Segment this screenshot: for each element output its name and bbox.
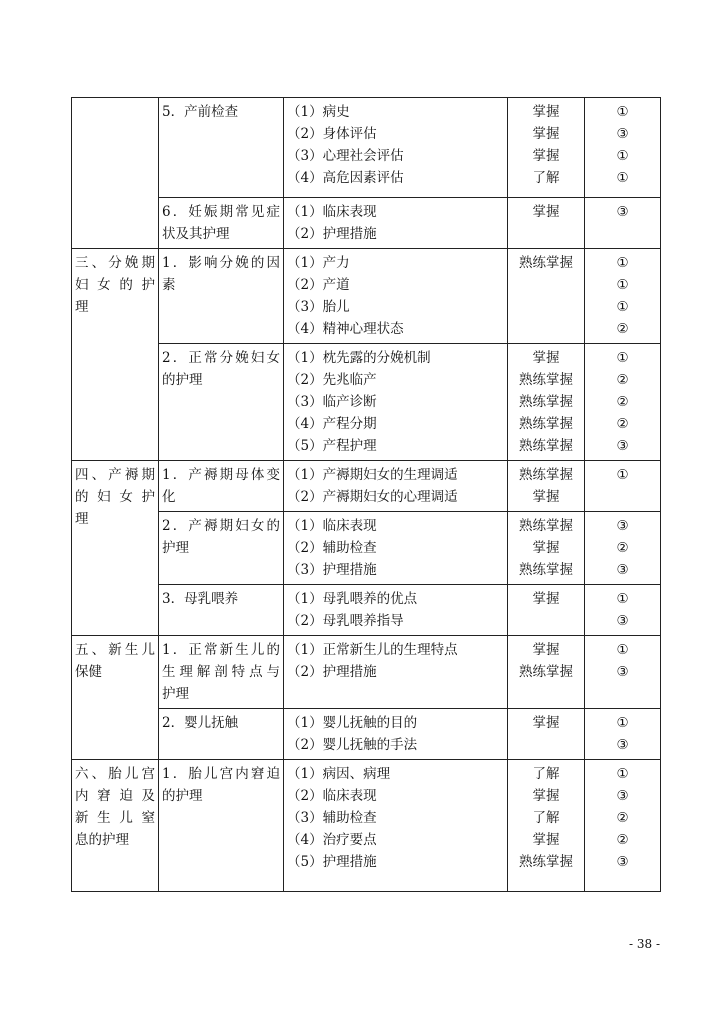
content-line: （1）母乳喂养的优点 [287,591,418,607]
level-line: ③ [616,126,629,142]
table-row [72,760,661,892]
content-line: （1）正常新生儿的生理特点 [287,642,458,658]
level-line: ③ [616,788,629,804]
syllabus-table-body [72,98,661,892]
level-line: ③ [616,562,629,578]
level-cell [585,344,661,461]
requirement-cell [508,636,585,709]
unit-line: 保健 [75,664,102,680]
unit-line: 六、胎儿宫 [75,766,155,782]
topic-cell [159,98,284,198]
content-line: （5）护理措施 [287,854,377,870]
requirement-line: 掌握 [532,104,560,120]
unit-line: 的妇女护 [75,489,155,505]
content-line: （2）产道 [287,277,350,293]
level-cell [585,585,661,636]
unit-cell [72,461,159,636]
level-line: ① [616,170,629,186]
topic-line: 3．母乳喂养 [162,591,239,607]
content-line: （2）护理措施 [287,664,377,680]
topic-line: 护理 [162,686,189,702]
level-line: ③ [616,664,629,680]
level-line: ① [616,148,629,164]
level-line: ③ [616,854,629,870]
level-line: ① [616,591,629,607]
topic-line: 1．正常新生儿的 [162,642,280,658]
level-line: ③ [616,737,629,753]
level-line: ① [616,467,629,483]
content-line: （2）先兆临产 [287,372,377,388]
topic-line: 1．影响分娩的因 [162,255,280,271]
syllabus-table [71,97,661,892]
unit-line: 五、新生儿 [75,642,155,658]
unit-cell [72,760,159,892]
level-line: ② [616,372,629,388]
unit-line: 妇女的护 [75,277,155,293]
topic-cell [159,461,284,512]
content-cell [284,636,508,709]
content-line: （2）母乳喂养指导 [287,613,404,629]
requirement-cell [508,760,585,892]
page-number: - 38 - [628,937,660,951]
content-line: （1）临床表现 [287,204,377,220]
topic-line: 2．产褥期妇女的 [162,518,280,534]
table-row [72,636,661,709]
topic-cell [159,249,284,344]
requirement-line: 熟练掌握 [519,562,573,578]
table-row [72,249,661,344]
requirement-line: 掌握 [532,642,560,658]
content-line: （3）临产诊断 [287,394,377,410]
topic-line: 化 [162,489,176,505]
unit-line: 理 [75,511,89,527]
content-line: （5）产程护理 [287,438,377,454]
level-line: ① [616,299,629,315]
level-cell [585,636,661,709]
requirement-line: 掌握 [532,126,560,142]
requirement-cell [508,198,585,249]
level-line: ① [616,277,629,293]
unit-line: 四、产褥期 [75,467,155,483]
level-line: ① [616,766,629,782]
level-cell [585,709,661,760]
unit-cell [72,636,159,760]
topic-line: 状及其护理 [162,226,230,242]
requirement-line: 熟练掌握 [519,467,573,483]
requirement-cell [508,249,585,344]
topic-line: 的护理 [162,372,203,388]
content-line: （1）产褥期妇女的生理调适 [287,467,458,483]
requirement-line: 掌握 [532,204,560,220]
content-line: （4）精神心理状态 [287,321,404,337]
level-cell [585,512,661,585]
table-row [72,461,661,512]
level-line: ② [616,321,629,337]
requirement-line: 掌握 [532,788,560,804]
table-row [72,344,661,461]
topic-line: 2．正常分娩妇女 [162,350,280,366]
topic-cell [159,709,284,760]
content-line: （3）心理社会评估 [287,148,404,164]
level-cell [585,461,661,512]
content-cell [284,344,508,461]
content-line: （2）产褥期妇女的心理调适 [287,489,458,505]
requirement-line: 熟练掌握 [519,255,573,271]
level-line: ③ [616,518,629,534]
topic-cell [159,512,284,585]
topic-line: 6．妊娠期常见症 [162,204,280,220]
content-line: （2）身体评估 [287,126,377,142]
content-line: （1）婴儿抚触的目的 [287,715,418,731]
level-cell [585,98,661,198]
content-line: （3）护理措施 [287,562,377,578]
content-cell [284,249,508,344]
topic-cell [159,344,284,461]
level-line: ① [616,350,629,366]
unit-cell [72,249,159,461]
requirement-line: 掌握 [532,540,560,556]
requirement-line: 掌握 [532,148,560,164]
requirement-cell [508,461,585,512]
level-cell [585,760,661,892]
requirement-line: 掌握 [532,832,560,848]
topic-line: 5．产前检查 [162,104,239,120]
requirement-cell [508,709,585,760]
content-line: （1）病因、病理 [287,766,391,782]
content-cell [284,585,508,636]
topic-cell [159,636,284,709]
topic-cell [159,760,284,892]
requirement-line: 熟练掌握 [519,416,573,432]
level-cell [585,198,661,249]
topic-line: 1．胎儿宫内窘迫 [162,766,280,782]
topic-cell [159,198,284,249]
table-row [72,585,661,636]
content-line: （2）临床表现 [287,788,377,804]
unit-line: 内窘迫及 [75,788,155,804]
table-row [72,512,661,585]
unit-cell [72,98,159,249]
content-line: （4）治疗要点 [287,832,377,848]
content-line: （1）临床表现 [287,518,377,534]
level-cell [585,249,661,344]
topic-line: 的护理 [162,788,203,804]
content-line: （3）胎儿 [287,299,350,315]
requirement-line: 熟练掌握 [519,372,573,388]
level-line: ① [616,642,629,658]
level-line: ① [616,715,629,731]
requirement-line: 了解 [532,766,560,782]
requirement-line: 掌握 [532,715,560,731]
level-line: ① [616,104,629,120]
content-line: （2）护理措施 [287,226,377,242]
level-line: ② [616,832,629,848]
requirement-cell [508,585,585,636]
requirement-cell [508,344,585,461]
content-cell [284,98,508,198]
requirement-line: 掌握 [532,489,560,505]
unit-line: 新生儿窒 [75,810,155,826]
requirement-cell [508,512,585,585]
requirement-line: 熟练掌握 [519,438,573,454]
topic-cell [159,585,284,636]
requirement-line: 了解 [532,810,560,826]
requirement-line: 熟练掌握 [519,518,573,534]
unit-line: 息的护理 [75,832,129,848]
topic-line: 1．产褥期母体变 [162,467,280,483]
unit-line: 三、分娩期 [75,255,155,271]
requirement-line: 掌握 [532,591,560,607]
requirement-line: 熟练掌握 [519,664,573,680]
topic-line: 素 [162,277,176,293]
unit-line: 理 [75,299,89,315]
requirement-line: 了解 [532,170,560,186]
topic-line: 2．婴儿抚触 [162,715,239,731]
requirement-line: 熟练掌握 [519,854,573,870]
level-line: ① [616,255,629,271]
content-line: （1）病史 [287,104,350,120]
table-row [72,709,661,760]
level-line: ② [616,540,629,556]
content-cell [284,709,508,760]
level-line: ② [616,394,629,410]
content-line: （1）枕先露的分娩机制 [287,350,431,366]
content-cell [284,760,508,892]
level-line: ② [616,810,629,826]
level-line: ③ [616,438,629,454]
level-line: ③ [616,613,629,629]
requirement-line: 熟练掌握 [519,394,573,410]
content-line: （3）辅助检查 [287,810,377,826]
content-line: （2）辅助检查 [287,540,377,556]
requirement-line: 掌握 [532,350,560,366]
level-line: ② [616,416,629,432]
requirement-cell [508,98,585,198]
level-line: ③ [616,204,629,220]
content-cell [284,461,508,512]
table-row [72,98,661,198]
content-line: （4）高危因素评估 [287,170,404,186]
content-cell [284,198,508,249]
content-line: （4）产程分期 [287,416,377,432]
topic-line: 生理解剖特点与 [162,664,280,680]
content-line: （1）产力 [287,255,350,271]
content-cell [284,512,508,585]
table-row [72,198,661,249]
content-line: （2）婴儿抚触的手法 [287,737,418,753]
topic-line: 护理 [162,540,189,556]
